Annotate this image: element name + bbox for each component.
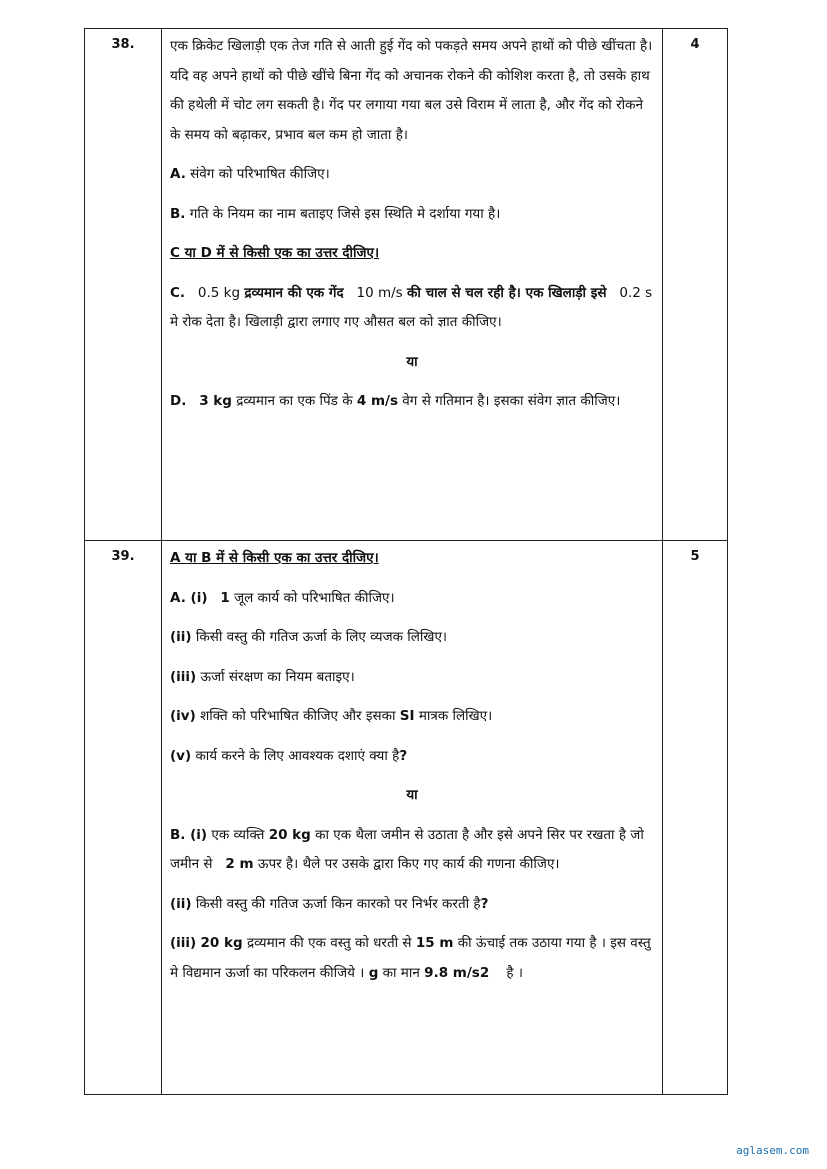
question-row-39 <box>85 541 728 1095</box>
subquestion-a <box>170 160 654 190</box>
subquestion-label: B. <box>170 205 186 222</box>
or-separator: या <box>406 787 418 803</box>
number-value: 1 <box>220 589 230 606</box>
subquestion-a-iii <box>170 663 654 693</box>
subquestion-d <box>170 387 654 417</box>
subquestion-label: A. <box>170 166 186 182</box>
question-body <box>162 541 663 1095</box>
question-table <box>84 28 728 1095</box>
subquestion-text: एक व्यक्ति <box>211 826 265 843</box>
height-value: 15 m <box>415 935 454 951</box>
subquestion-text: कार्य करने के लिए आवश्यक दशाएं क्या है <box>195 747 400 764</box>
case-passage: एक क्रिकेट खिलाड़ी एक तेज गति से आती हुई गेंद को पकड़ते समय अपने हाथों को पीछे खींचता है। यदि वह अपने हाथों को पीछे खींचे बिना गेंद को अचानक रोकने की कोशिश करता है, तो उसके हाथ की हथेली में चोट लग सकती है। गेंद पर लगाया गया बल उसे विराम में लाता है, और गेंद को रोकने के समय को बढ़ाकर, प्रभाव बल कम हो जाता है। <box>170 38 653 143</box>
question-mark: ? <box>399 747 408 764</box>
or-separator: या <box>406 353 418 370</box>
subquestion-text: किसी वस्तु की गतिज ऊर्जा के लिए व्यजक लिखिए। <box>195 629 448 645</box>
subquestion-label: D. <box>170 393 187 409</box>
subquestion-label: (ii) <box>170 629 192 645</box>
subquestion-label: (v) <box>170 747 192 764</box>
symbol-g: g <box>368 964 379 981</box>
subquestion-text: गति के नियम का नाम बताइए जिसे इस स्थिति मे दर्शाया गया है। <box>189 205 501 222</box>
subquestion-b <box>170 200 654 230</box>
subquestion-c <box>170 279 654 338</box>
subquestion-text: का एक थैला जमीन से उठाता है और इसे अपने सिर पर रखता है जो जमीन से <box>170 826 644 872</box>
subquestion-text: वेग से गतिमान है। इसका संवेग ज्ञात कीजिए। <box>402 393 621 409</box>
subquestion-text: द्रव्यमान की एक वस्तु को धरती से <box>246 935 412 951</box>
subquestion-b-iii <box>170 929 654 988</box>
subquestion-text: का मान <box>382 964 420 981</box>
height-value: 2 m <box>225 856 254 872</box>
question-mark: ? <box>480 895 489 912</box>
subquestion-text: की ऊंचाई तक उठाया गया है । इस वस्तु मे विद्यमान ऊर्जा का परिकलन कीजिये । <box>170 935 651 981</box>
subquestion-label: B. (i) <box>170 826 208 843</box>
subquestion-text: है । <box>506 964 523 981</box>
subquestion-label: (iii) <box>170 668 197 685</box>
g-value: 9.8 m/s2 <box>424 964 490 981</box>
subquestion-label: A. (i) <box>170 589 208 606</box>
subquestion-text: द्रव्यमान का एक पिंड के <box>236 393 353 409</box>
subquestion-text: किसी वस्तु की गतिज ऊर्जा किन कारको पर निर्भर करती है <box>195 895 481 912</box>
subquestion-a-v <box>170 742 654 772</box>
subquestion-text: मात्रक लिखिए। <box>418 708 493 724</box>
subquestion-text: ऊर्जा संरक्षण का नियम बताइए। <box>200 668 355 685</box>
site-watermark: aglasem.com <box>736 1144 809 1157</box>
mass-value: 20 kg <box>268 826 311 843</box>
subquestion-b-i <box>170 821 654 880</box>
velocity-value: 4 m/s <box>356 393 398 409</box>
subquestion-a-i <box>170 584 654 614</box>
subquestion-text: 0.2 s मे रोक देता है। खिलाड़ी द्वारा लगाए गए औसत बल को ज्ञात कीजिए। <box>170 284 653 330</box>
bold-text: द्रव्यमान की एक गेंद <box>244 284 344 301</box>
mass-value: 3 kg <box>199 393 232 409</box>
marks: 4 <box>663 29 728 541</box>
subquestion-label: (iv) <box>170 708 196 724</box>
subquestion-text: ऊपर है। थैले पर उसके द्वारा किए गए कार्य की गणना कीजिए। <box>257 856 560 872</box>
subquestion-label: (iii) <box>170 935 197 951</box>
question-body <box>162 29 663 541</box>
subquestion-a-iv <box>170 702 654 732</box>
marks: 5 <box>663 541 728 1095</box>
speed-value: 10 m/s <box>356 284 403 301</box>
subquestion-b-ii <box>170 890 654 920</box>
mass-value: 0.5 kg <box>197 284 241 301</box>
question-number: 38. <box>85 29 162 541</box>
choice-heading: C या D में से किसी एक का उत्तर दीजिए। <box>170 245 380 261</box>
si-unit: SI <box>399 708 415 724</box>
subquestion-label: (ii) <box>170 895 192 912</box>
choice-heading: A या B में से किसी एक का उत्तर दीजिए। <box>170 550 379 566</box>
subquestion-text: शक्ति को परिभाषित कीजिए और इसका <box>200 708 396 724</box>
subquestion-text: जूल कार्य को परिभाषित कीजिए। <box>234 589 395 606</box>
subquestion-text: संवेग को परिभाषित कीजिए। <box>190 166 330 182</box>
mass-value: 20 kg <box>200 935 243 951</box>
question-row-38 <box>85 29 728 541</box>
subquestion-a-ii <box>170 623 654 653</box>
subquestion-label: C. <box>170 284 186 301</box>
question-number: 39. <box>85 541 162 1095</box>
bold-text: की चाल से चल रही है। एक खिलाड़ी इसे <box>407 284 607 301</box>
